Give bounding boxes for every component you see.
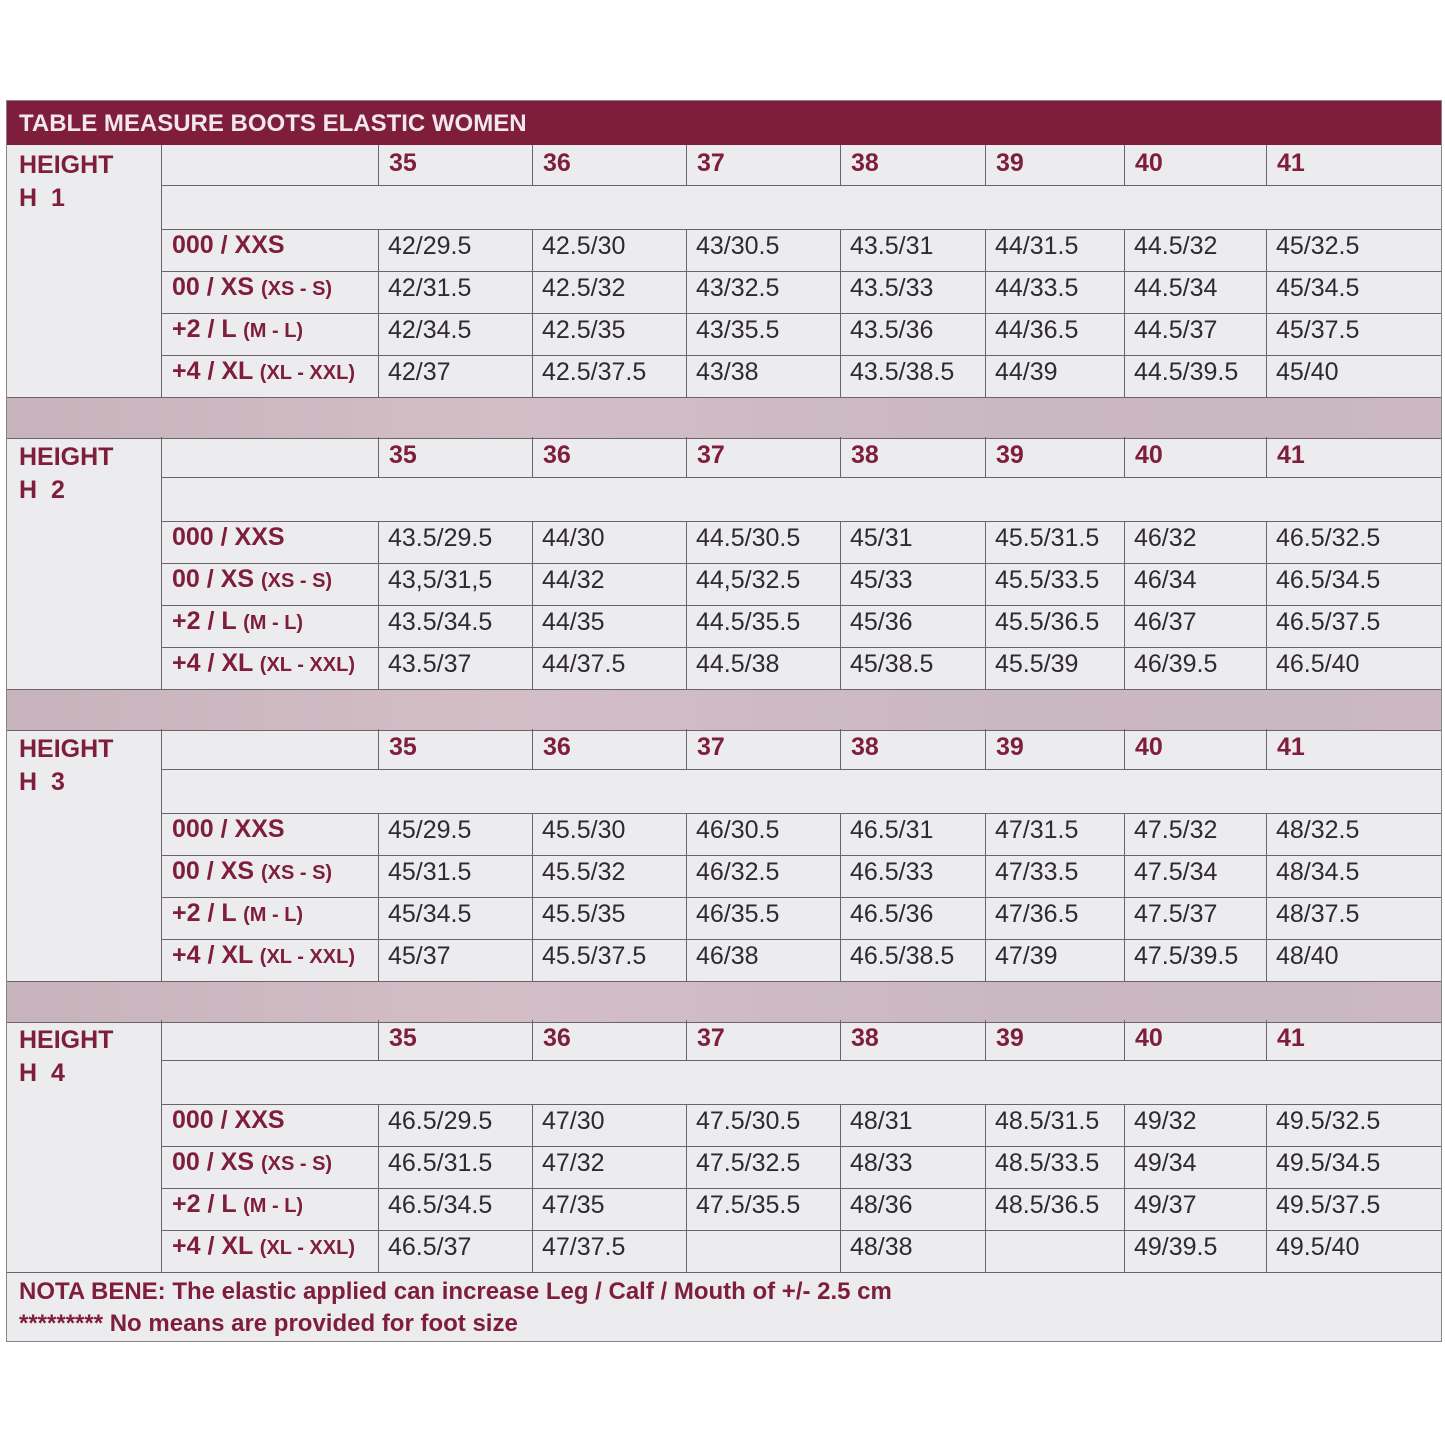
column-divider	[686, 1020, 687, 1060]
row-divider	[161, 271, 1441, 272]
row-size-label: +4 / XL	[172, 941, 253, 969]
row-size-label: +2 / L	[172, 315, 237, 343]
measure-cell: 48.5/36.5	[995, 1191, 1100, 1219]
row-size-range: (M - L)	[243, 612, 304, 634]
row-divider	[161, 1104, 1441, 1105]
measure-cell: 45.5/31.5	[995, 524, 1100, 552]
row-divider	[161, 477, 1441, 478]
column-divider	[1266, 1104, 1267, 1272]
column-divider	[532, 437, 533, 477]
measure-cell: 45/36	[850, 608, 913, 636]
measure-cell: 45.5/33.5	[995, 566, 1100, 594]
measure-cell: 45.5/30	[542, 816, 626, 844]
measure-cell: 47/32	[542, 1149, 605, 1177]
column-divider	[840, 437, 841, 477]
column-divider	[686, 145, 687, 185]
column-divider	[532, 1104, 533, 1272]
measure-cell: 42.5/35	[542, 316, 626, 344]
measure-cell: 45.5/35	[542, 900, 626, 928]
row-size-range: (XL - XXL)	[259, 362, 355, 384]
row-label	[172, 1106, 285, 1135]
row-label	[172, 1190, 303, 1219]
height-label	[19, 149, 113, 215]
row-size-label: 000 / XXS	[172, 815, 285, 843]
measure-cell: 48.5/31.5	[995, 1107, 1100, 1135]
row-divider	[161, 563, 1441, 564]
column-divider	[1266, 229, 1267, 397]
row-size-range: (XS - S)	[260, 862, 333, 884]
column-divider	[1266, 729, 1267, 769]
measure-cell: 47/30	[542, 1107, 605, 1135]
size-header: 41	[1277, 149, 1305, 177]
measure-cell: 42/29.5	[388, 232, 472, 260]
measure-cell: 46.5/40	[1276, 650, 1360, 678]
size-header: 37	[697, 733, 725, 761]
column-divider	[1124, 437, 1125, 477]
row-label	[172, 815, 285, 844]
separator-band	[7, 397, 1441, 439]
measure-cell: 46/35.5	[696, 900, 780, 928]
size-header: 36	[543, 1024, 571, 1052]
height-label	[19, 733, 113, 799]
measure-cell: 46.5/31	[850, 816, 934, 844]
column-divider	[1124, 813, 1125, 981]
size-header: 40	[1135, 149, 1163, 177]
measure-cell: 49.5/32.5	[1276, 1107, 1381, 1135]
height-label-line2: H 2	[19, 476, 65, 504]
row-size-label: 000 / XXS	[172, 231, 285, 259]
measure-cell: 45/38.5	[850, 650, 934, 678]
measure-cell: 43/35.5	[696, 316, 780, 344]
measure-cell: 43.5/31	[850, 232, 934, 260]
row-size-label: 000 / XXS	[172, 523, 285, 551]
row-divider	[161, 897, 1441, 898]
size-header: 41	[1277, 441, 1305, 469]
measure-cell: 47/37.5	[542, 1233, 626, 1261]
measure-cell: 44/35	[542, 608, 605, 636]
row-size-label: 00 / XS	[172, 273, 254, 301]
measure-cell: 42.5/37.5	[542, 358, 647, 386]
measure-cell: 43.5/34.5	[388, 608, 493, 636]
measure-cell: 47/39	[995, 942, 1058, 970]
measure-cell: 43/30.5	[696, 232, 780, 260]
row-divider	[161, 185, 1441, 186]
height-label-line2: H 3	[19, 768, 65, 796]
column-divider	[532, 229, 533, 397]
row-divider	[161, 939, 1441, 940]
size-header: 35	[389, 441, 417, 469]
measure-cell: 46/30.5	[696, 816, 780, 844]
measure-cell: 44,5/32.5	[696, 566, 801, 594]
size-chart-sheet	[6, 100, 1442, 1342]
note-foot-size: ********* No means are provided for foot size	[19, 1310, 518, 1337]
height-label-line1: HEIGHT	[19, 151, 114, 179]
column-divider	[985, 145, 986, 185]
measure-cell: 45.5/39	[995, 650, 1079, 678]
measure-cell: 42/34.5	[388, 316, 472, 344]
separator-band	[7, 689, 1441, 731]
column-divider	[985, 437, 986, 477]
measure-cell: 45.5/36.5	[995, 608, 1100, 636]
measure-cell: 48/37.5	[1276, 900, 1360, 928]
note-elastic: NOTA BENE: The elastic applied can increase Leg / Calf / Mouth of +/- 2.5 cm	[19, 1278, 892, 1305]
column-divider	[985, 1020, 986, 1060]
measure-cell: 46.5/34.5	[388, 1191, 493, 1219]
measure-cell: 45/37.5	[1276, 316, 1360, 344]
row-label	[172, 1148, 332, 1177]
notes-divider	[7, 1272, 1441, 1273]
column-divider	[378, 1104, 379, 1272]
row-size-range: (XL - XXL)	[259, 654, 355, 676]
size-header: 36	[543, 733, 571, 761]
column-divider	[1266, 437, 1267, 477]
measure-cell: 44/36.5	[995, 316, 1079, 344]
column-divider	[985, 1104, 986, 1272]
column-divider	[985, 813, 986, 981]
size-header: 35	[389, 149, 417, 177]
column-divider	[378, 729, 379, 769]
row-divider	[161, 647, 1441, 648]
column-divider	[686, 813, 687, 981]
column-divider	[1124, 1020, 1125, 1060]
height-label	[19, 441, 113, 507]
row-size-label: +4 / XL	[172, 1232, 253, 1260]
column-divider	[840, 813, 841, 981]
row-label	[172, 857, 332, 886]
measure-cell: 46.5/34.5	[1276, 566, 1381, 594]
row-size-range: (M - L)	[243, 1195, 304, 1217]
measure-cell: 43/32.5	[696, 274, 780, 302]
measure-cell: 48/38	[850, 1233, 913, 1261]
measure-cell: 49/39.5	[1134, 1233, 1218, 1261]
measure-cell: 47.5/32.5	[696, 1149, 801, 1177]
column-divider	[532, 521, 533, 689]
row-size-range: (XL - XXL)	[259, 946, 355, 968]
size-header: 38	[851, 1024, 879, 1052]
measure-cell: 42.5/30	[542, 232, 626, 260]
row-label	[172, 941, 355, 970]
column-divider	[1124, 729, 1125, 769]
row-divider	[161, 1146, 1441, 1147]
measure-cell: 46.5/32.5	[1276, 524, 1381, 552]
separator-band	[7, 981, 1441, 1023]
height-label-line2: H 4	[19, 1059, 65, 1087]
measure-cell: 43.5/33	[850, 274, 934, 302]
size-header: 40	[1135, 733, 1163, 761]
measure-cell: 49/32	[1134, 1107, 1197, 1135]
measure-cell: 45/34.5	[388, 900, 472, 928]
size-header: 41	[1277, 1024, 1305, 1052]
measure-cell: 44/33.5	[995, 274, 1079, 302]
measure-cell: 47.5/37	[1134, 900, 1218, 928]
size-header: 36	[543, 149, 571, 177]
measure-cell: 43/38	[696, 358, 759, 386]
measure-cell: 46.5/29.5	[388, 1107, 493, 1135]
column-divider	[840, 145, 841, 185]
row-size-label: 00 / XS	[172, 857, 254, 885]
row-size-range: (XS - S)	[260, 278, 333, 300]
height-block	[7, 1020, 1441, 1272]
row-label	[172, 273, 332, 302]
row-size-range: (XL - XXL)	[259, 1237, 355, 1259]
column-divider	[985, 229, 986, 397]
row-label	[172, 565, 332, 594]
measure-cell: 47/36.5	[995, 900, 1079, 928]
column-divider	[378, 437, 379, 477]
row-size-label: 00 / XS	[172, 1148, 254, 1176]
column-divider	[532, 813, 533, 981]
size-header: 35	[389, 733, 417, 761]
measure-cell: 47.5/34	[1134, 858, 1218, 886]
size-header: 38	[851, 149, 879, 177]
row-divider	[161, 855, 1441, 856]
measure-cell: 46.5/37.5	[1276, 608, 1381, 636]
measure-cell: 45/32.5	[1276, 232, 1360, 260]
measure-cell: 49.5/40	[1276, 1233, 1360, 1261]
row-divider	[161, 313, 1441, 314]
measure-cell: 46.5/37	[388, 1233, 472, 1261]
measure-cell: 44.5/39.5	[1134, 358, 1239, 386]
measure-cell: 49.5/37.5	[1276, 1191, 1381, 1219]
measure-cell: 46/34	[1134, 566, 1197, 594]
row-size-label: +2 / L	[172, 607, 237, 635]
measure-cell: 45/29.5	[388, 816, 472, 844]
measure-cell: 46/32	[1134, 524, 1197, 552]
measure-cell: 44.5/35.5	[696, 608, 801, 636]
measure-cell: 48/31	[850, 1107, 913, 1135]
measure-cell: 42/37	[388, 358, 451, 386]
row-label	[172, 649, 355, 678]
column-divider	[1266, 521, 1267, 689]
measure-cell: 43,5/31,5	[388, 566, 493, 594]
measure-cell: 45/33	[850, 566, 913, 594]
height-label-line1: HEIGHT	[19, 735, 114, 763]
row-size-range: (M - L)	[243, 320, 304, 342]
measure-cell: 49.5/34.5	[1276, 1149, 1381, 1177]
column-divider	[840, 1104, 841, 1272]
column-divider	[378, 521, 379, 689]
measure-cell: 44/39	[995, 358, 1058, 386]
measure-cell: 45.5/32	[542, 858, 626, 886]
measure-cell: 48/40	[1276, 942, 1339, 970]
measure-cell: 48/34.5	[1276, 858, 1360, 886]
measure-cell: 44.5/37	[1134, 316, 1218, 344]
height-label-line1: HEIGHT	[19, 443, 114, 471]
size-header: 39	[996, 733, 1024, 761]
column-divider	[378, 1020, 379, 1060]
row-label	[172, 1232, 355, 1261]
measure-cell: 47.5/32	[1134, 816, 1218, 844]
measure-cell: 49/37	[1134, 1191, 1197, 1219]
measure-cell: 44/32	[542, 566, 605, 594]
notes	[19, 1276, 892, 1340]
column-divider	[1124, 1104, 1125, 1272]
measure-cell: 46.5/36	[850, 900, 934, 928]
column-divider	[1266, 813, 1267, 981]
measure-cell: 46/39.5	[1134, 650, 1218, 678]
measure-cell: 48.5/33.5	[995, 1149, 1100, 1177]
size-header: 38	[851, 441, 879, 469]
measure-cell: 48/33	[850, 1149, 913, 1177]
row-size-range: (M - L)	[243, 904, 304, 926]
measure-cell: 47/33.5	[995, 858, 1079, 886]
height-block	[7, 437, 1441, 689]
measure-cell: 48/32.5	[1276, 816, 1360, 844]
measure-cell: 47.5/35.5	[696, 1191, 801, 1219]
measure-cell: 45/31.5	[388, 858, 472, 886]
measure-cell: 45/31	[850, 524, 913, 552]
column-divider	[840, 729, 841, 769]
column-divider	[532, 729, 533, 769]
row-size-label: 00 / XS	[172, 565, 254, 593]
measure-cell: 44.5/30.5	[696, 524, 801, 552]
column-divider	[378, 813, 379, 981]
row-label	[172, 523, 285, 552]
measure-cell: 46/32.5	[696, 858, 780, 886]
column-divider	[1266, 1020, 1267, 1060]
column-divider	[1266, 145, 1267, 185]
column-divider	[378, 229, 379, 397]
size-header: 35	[389, 1024, 417, 1052]
column-divider	[686, 729, 687, 769]
row-label	[172, 899, 303, 928]
measure-cell: 43.5/38.5	[850, 358, 955, 386]
height-block	[7, 729, 1441, 981]
column-divider	[985, 729, 986, 769]
row-label	[172, 315, 303, 344]
size-header: 37	[697, 441, 725, 469]
row-divider	[161, 355, 1441, 356]
row-divider	[161, 229, 1441, 230]
row-label	[172, 231, 285, 260]
measure-cell: 45/40	[1276, 358, 1339, 386]
measure-cell: 43.5/29.5	[388, 524, 493, 552]
measure-cell: 47/35	[542, 1191, 605, 1219]
column-divider	[532, 145, 533, 185]
size-header: 39	[996, 441, 1024, 469]
column-divider	[686, 229, 687, 397]
measure-cell: 45.5/37.5	[542, 942, 647, 970]
column-divider	[686, 437, 687, 477]
height-block	[7, 145, 1441, 397]
size-header: 38	[851, 733, 879, 761]
measure-cell: 42/31.5	[388, 274, 472, 302]
measure-cell: 49/34	[1134, 1149, 1197, 1177]
measure-cell: 46/37	[1134, 608, 1197, 636]
column-divider	[686, 521, 687, 689]
row-label	[172, 357, 355, 386]
size-header: 37	[697, 149, 725, 177]
column-divider	[1124, 229, 1125, 397]
size-header: 36	[543, 441, 571, 469]
row-divider	[161, 1188, 1441, 1189]
column-divider	[686, 1104, 687, 1272]
measure-cell: 43.5/36	[850, 316, 934, 344]
measure-cell: 43.5/37	[388, 650, 472, 678]
row-divider	[161, 1230, 1441, 1231]
measure-cell: 44.5/34	[1134, 274, 1218, 302]
column-divider	[840, 229, 841, 397]
measure-cell: 46.5/31.5	[388, 1149, 493, 1177]
size-header: 40	[1135, 1024, 1163, 1052]
height-label-line2: H 1	[19, 184, 65, 212]
row-divider	[161, 813, 1441, 814]
row-label	[172, 607, 303, 636]
measure-cell: 47.5/39.5	[1134, 942, 1239, 970]
measure-cell: 47.5/30.5	[696, 1107, 801, 1135]
row-size-range: (XS - S)	[260, 1153, 333, 1175]
measure-cell: 47/31.5	[995, 816, 1079, 844]
table-title: TABLE MEASURE BOOTS ELASTIC WOMEN	[7, 101, 1441, 145]
column-divider	[532, 1020, 533, 1060]
measure-cell: 45/34.5	[1276, 274, 1360, 302]
measure-cell: 42.5/32	[542, 274, 626, 302]
column-divider	[1124, 521, 1125, 689]
row-divider	[161, 605, 1441, 606]
measure-cell: 46/38	[696, 942, 759, 970]
size-header: 39	[996, 1024, 1024, 1052]
size-header: 37	[697, 1024, 725, 1052]
measure-cell: 46.5/33	[850, 858, 934, 886]
column-divider	[840, 1020, 841, 1060]
measure-cell: 46.5/38.5	[850, 942, 955, 970]
measure-cell: 45/37	[388, 942, 451, 970]
measure-cell: 48/36	[850, 1191, 913, 1219]
column-divider	[840, 521, 841, 689]
row-size-label: 000 / XXS	[172, 1106, 285, 1134]
row-divider	[161, 1060, 1441, 1061]
column-divider	[985, 521, 986, 689]
row-divider	[161, 769, 1441, 770]
size-header: 41	[1277, 733, 1305, 761]
size-header: 39	[996, 149, 1024, 177]
measure-cell: 44.5/38	[696, 650, 780, 678]
row-size-range: (XS - S)	[260, 570, 333, 592]
column-divider	[1124, 145, 1125, 185]
measure-cell: 44/30	[542, 524, 605, 552]
row-size-label: +4 / XL	[172, 649, 253, 677]
row-size-label: +4 / XL	[172, 357, 253, 385]
row-size-label: +2 / L	[172, 899, 237, 927]
row-size-label: +2 / L	[172, 1190, 237, 1218]
measure-cell: 44/37.5	[542, 650, 626, 678]
height-label	[19, 1024, 113, 1090]
measure-cell: 44.5/32	[1134, 232, 1218, 260]
row-divider	[161, 521, 1441, 522]
column-divider	[378, 145, 379, 185]
size-header: 40	[1135, 441, 1163, 469]
measure-cell: 44/31.5	[995, 232, 1079, 260]
height-label-line1: HEIGHT	[19, 1026, 114, 1054]
